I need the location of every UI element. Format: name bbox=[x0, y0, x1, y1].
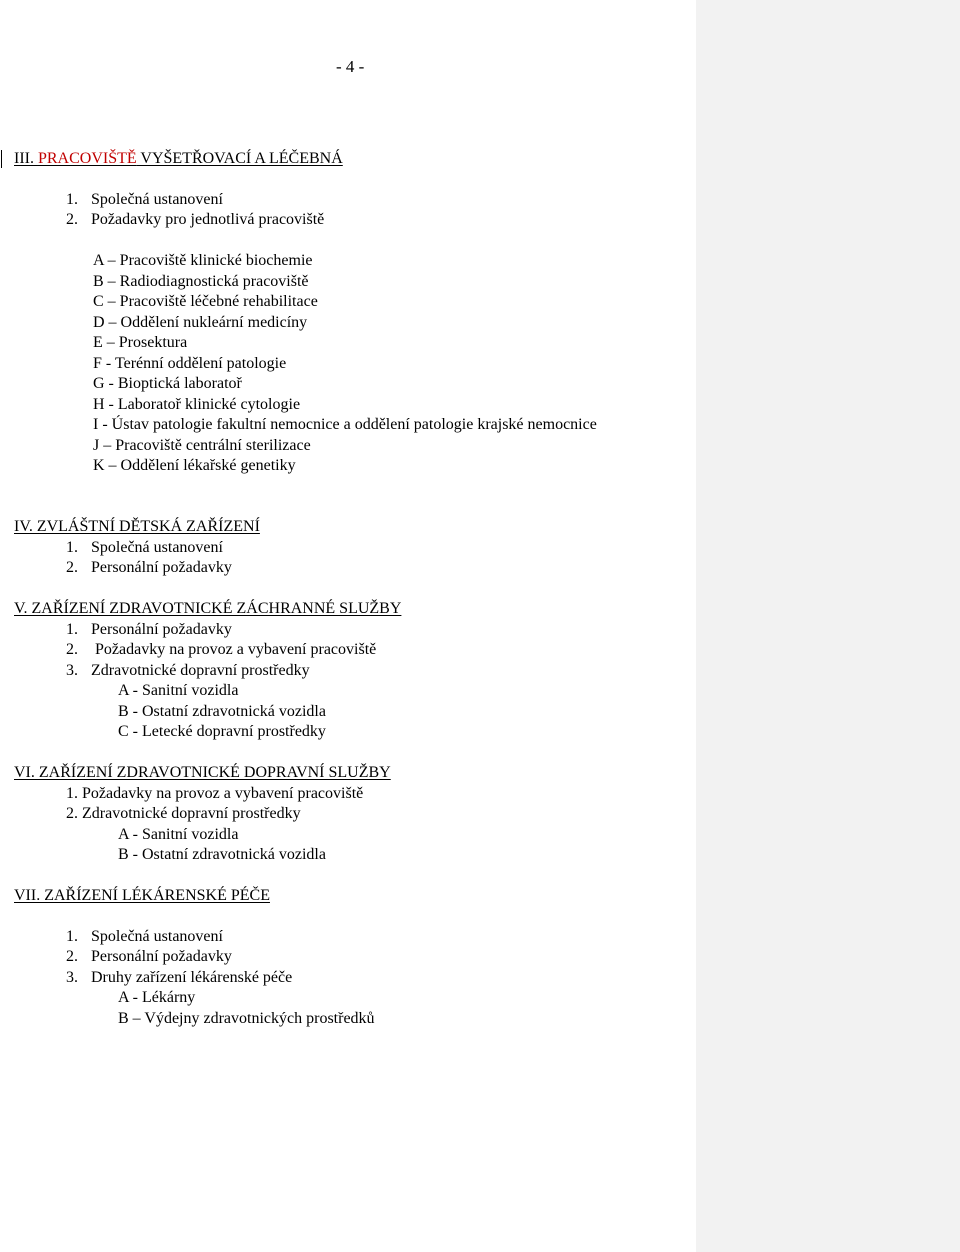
section-iii-subitem: H - Laboratoř klinické cytologie bbox=[93, 396, 301, 413]
section-iii-heading bbox=[14, 149, 343, 169]
section-iii-subitem: B – Radiodiagnostická pracoviště bbox=[93, 273, 309, 290]
section-v-item: 1. Personální požadavky bbox=[66, 621, 232, 638]
section-iii-subitem: C – Pracoviště léčebné rehabilitace bbox=[93, 293, 318, 310]
section-v-subitem: B - Ostatní zdravotnická vozidla bbox=[118, 703, 326, 720]
section-v-item: 2. Požadavky na provoz a vybavení pracoviště bbox=[66, 641, 377, 658]
section-iv-item: 2. Personální požadavky bbox=[66, 559, 232, 576]
section-iii-subitem: A – Pracoviště klinické biochemie bbox=[93, 252, 313, 269]
section-vi-item: 1. Požadavky na provoz a vybavení pracoviště bbox=[66, 785, 364, 802]
section-iii-item: 2. Požadavky pro jednotlivá pracoviště bbox=[66, 211, 325, 228]
section-vii-subitem: A - Lékárny bbox=[118, 989, 196, 1006]
section-v-subitem: A - Sanitní vozidla bbox=[118, 682, 239, 699]
section-iii-subitem: D – Oddělení nukleární medicíny bbox=[93, 314, 308, 331]
section-vi-subitem: B - Ostatní zdravotnická vozidla bbox=[118, 846, 326, 863]
section-iii-title-changed: PRACOVIŠTĚ bbox=[37, 150, 137, 167]
section-iii-title: VYŠETŘOVACÍ A LÉČEBNÁ bbox=[136, 150, 343, 167]
section-vi-item: 2. Zdravotnické dopravní prostředky bbox=[66, 805, 301, 822]
section-iii-subitem: K – Oddělení lékařské genetiky bbox=[93, 457, 296, 474]
section-vii-heading: VII. ZAŘÍZENÍ LÉKÁRENSKÉ PÉČE bbox=[14, 887, 270, 904]
section-iii-roman: III. bbox=[14, 150, 34, 167]
section-vii-item: 2. Personální požadavky bbox=[66, 948, 232, 965]
section-v-heading: V. ZAŘÍZENÍ ZDRAVOTNICKÉ ZÁCHRANNÉ SLUŽBY bbox=[14, 600, 402, 617]
comment-margin-pane bbox=[696, 0, 960, 1252]
section-iii-subitem: F - Terénní oddělení patologie bbox=[93, 355, 287, 372]
section-iii-subitem: I - Ústav patologie fakultní nemocnice a oddělení patologie krajské nemocnice bbox=[93, 416, 597, 433]
section-v-item: 3. Zdravotnické dopravní prostředky bbox=[66, 662, 310, 679]
section-vii-subitem: B – Výdejny zdravotnických prostředků bbox=[118, 1010, 375, 1027]
section-iii-subitem: J – Pracoviště centrální sterilizace bbox=[93, 437, 311, 454]
page-number: - 4 - bbox=[336, 57, 365, 76]
section-vii-item: 3. Druhy zařízení lékárenské péče bbox=[66, 969, 293, 986]
section-iii-item: 1. Společná ustanovení bbox=[66, 191, 223, 208]
section-iv-heading: IV. ZVLÁŠTNÍ DĚTSKÁ ZAŘÍZENÍ bbox=[14, 518, 260, 535]
section-iii-subitem: G - Bioptická laboratoř bbox=[93, 375, 242, 392]
section-vi-subitem: A - Sanitní vozidla bbox=[118, 826, 239, 843]
section-iv-item: 1. Společná ustanovení bbox=[66, 539, 223, 556]
change-bar bbox=[1, 150, 2, 168]
section-v-subitem: C - Letecké dopravní prostředky bbox=[118, 723, 326, 740]
section-iii-subitem: E – Prosektura bbox=[93, 334, 188, 351]
section-vii-item: 1. Společná ustanovení bbox=[66, 928, 223, 945]
section-vi-heading: VI. ZAŘÍZENÍ ZDRAVOTNICKÉ DOPRAVNÍ SLUŽBY bbox=[14, 764, 391, 781]
